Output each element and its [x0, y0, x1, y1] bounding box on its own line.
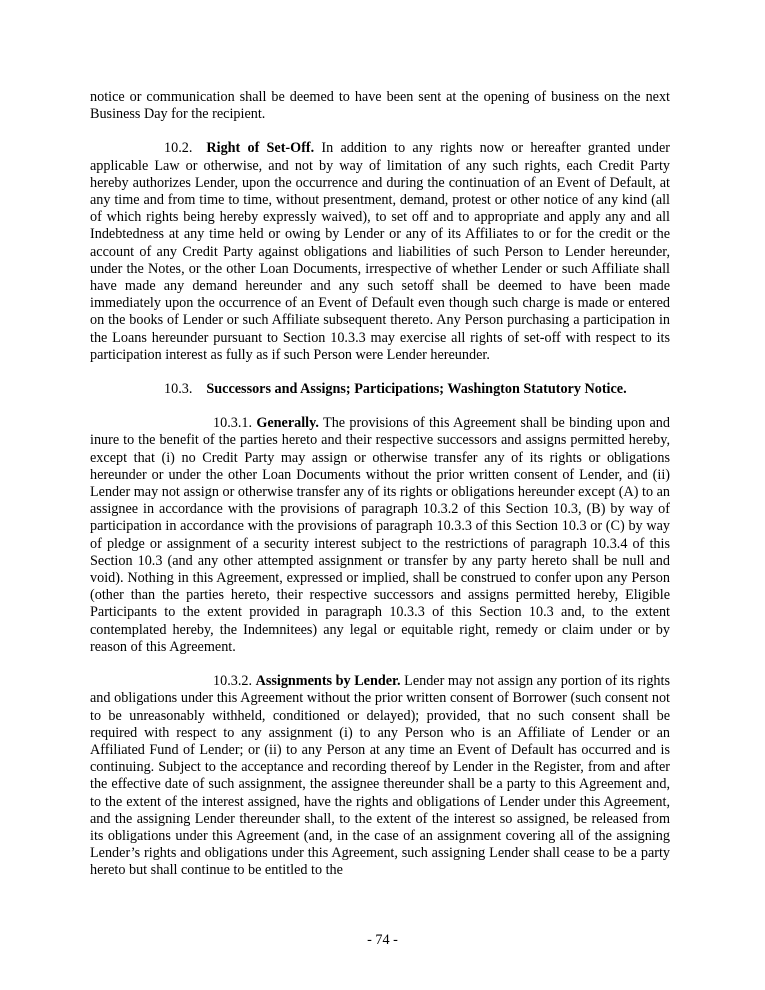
- section-10-3-2-body: Lender may not assign any portion of its rights and obligations under this Agreement without the prior written consent of Borrower (such consent not to be unreasonably withheld, conditioned or delayed); provided, that no such consent shall be required with respect to any assignment (i) to any Person who is an Affiliate of Lender or an Affiliated Fund of Lender; or (ii) to any Person at any time an Event of Default has occurred and is continuing. Subject to the acceptance and recording thereof by Lender in the Register, from and after the effective date of such assignment, the assignee thereunder shall be a party to this Agreement and, to the extent of the interest assigned, have the rights and obligations of Lender under this Agreement, and the assigning Lender thereunder shall, to the extent of the interest so assigned, be released from its obligations under this Agreement (and, in the case of an assignment covering all of the assigning Lender’s rights and obligations under this Agreement, such assigning Lender shall cease to be a party hereto but shall continue to be entitled to the: [90, 673, 670, 879]
- section-10-3-1-body: The provisions of this Agreement shall be binding upon and inure to the benefit of the parties hereto and their respective successors and assigns permitted hereby, except that (i) no Credit Party may assign or otherwise transfer any of its rights or obligations hereunder or under the other Loan Documents without the prior written consent of Lender, and (ii) Lender may not assign or otherwise transfer any of its rights or obligations hereunder except (A) to an assignee in accordance with the provisions of paragraph 10.3.2 of this Section 10.3, (B) by way of participation in accordance with the provisions of paragraph 10.3.3 of this Section 10.3 or (C) by way of pledge or assignment of a security interest subject to the restrictions of paragraph 10.3.4 of this Section 10.3 (and any other attempted assignment or transfer by any party hereto shall be null and void). Nothing in this Agreement, expressed or implied, shall be construed to confer upon any Person (other than the parties hereto, their respective successors and assigns permitted hereby, Eligible Participants to the extent provided in paragraph 10.3.3 of this Section 10.3 and, to the extent contemplated hereby, the Indemnitees) any legal or equitable right, remedy or claim under or by reason of this Agreement.: [90, 415, 670, 655]
- section-10-3-title: Successors and Assigns; Participations; Washington Statutory Notice.: [206, 381, 627, 398]
- section-10-2-number: 10.2.: [164, 140, 193, 157]
- section-10-3-2-title: Assignments by Lender.: [255, 673, 401, 690]
- document-page: [90, 89, 670, 880]
- section-10-2-paragraph: [90, 140, 670, 364]
- section-10-3-1-title: Generally.: [256, 415, 319, 432]
- section-10-3-1-number: 10.3.1.: [213, 415, 253, 432]
- page-number: - 74 -: [367, 932, 398, 948]
- section-10-3-1-paragraph: [90, 415, 670, 656]
- section-10-3-2-number: 10.3.2.: [213, 673, 253, 690]
- continuation-paragraph: notice or communication shall be deemed to have been sent at the opening of business on the next Business Day for the recipient.: [90, 89, 670, 123]
- section-10-3-number: 10.3.: [164, 381, 193, 398]
- section-10-3-2-paragraph: [90, 673, 670, 879]
- section-10-2-body: In addition to any rights now or hereafter granted under applicable Law or otherwise, and not by way of limitation of any such rights, each Credit Party hereby authorizes Lender, upon the occurrence and during the continuation of an Event of Default, at any time and from time to time, without presentment, demand, protest or other notice of any kind (all of which rights being hereby expressly waived), to set off and to appropriate and apply any and all Indebtedness at any time held or owing by Lender or any of its Affiliates to or for the credit or the account of any Credit Party against obligations and liabilities of such Person to Lender hereunder, under the Notes, or the other Loan Documents, irrespective of whether Lender or such Affiliate shall have made any demand hereunder and any such setoff shall be deemed to have been made immediately upon the occurrence of an Event of Default even though such charge is made or entered on the books of Lender or such Affiliate subsequent thereto. Any Person purchasing a participation in the Loans hereunder pursuant to Section 10.3.3 may exercise all rights of set-off with respect to its participation interest as fully as if such Person were Lender hereunder.: [90, 140, 670, 363]
- section-10-2-title: Right of Set-Off.: [206, 140, 315, 157]
- section-10-3-heading: [90, 381, 670, 398]
